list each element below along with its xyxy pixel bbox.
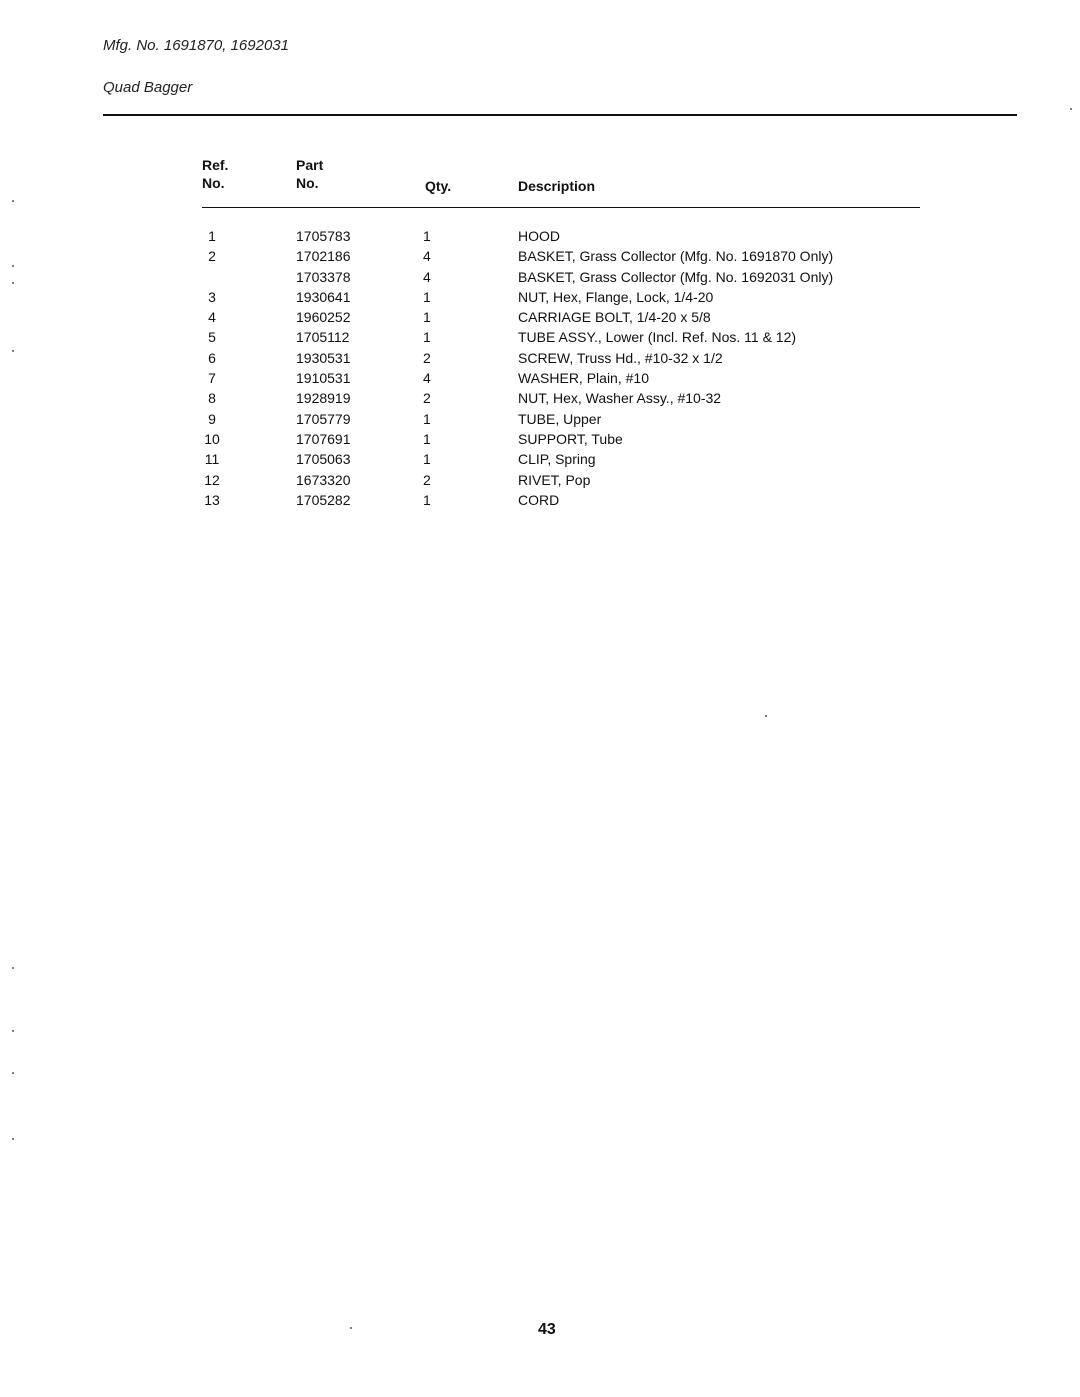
ref-number: 4 — [208, 309, 216, 326]
ref-number: 5 — [208, 329, 216, 346]
quantity: 2 — [423, 471, 431, 488]
quantity: 4 — [423, 370, 431, 387]
column-header-part — [296, 156, 323, 192]
column-header-ref — [202, 156, 228, 192]
part-number: 1930641 — [296, 288, 351, 305]
scan-speck — [12, 282, 14, 284]
description: TUBE ASSY., Lower (Incl. Ref. Nos. 11 & 12) — [518, 329, 797, 346]
description: HOOD — [518, 228, 560, 244]
ref-header-line1: Ref. — [202, 157, 229, 173]
quantity: 1 — [423, 491, 431, 508]
table-row — [0, 388, 1080, 408]
scan-speck — [12, 200, 14, 202]
column-header-qty: Qty. — [425, 178, 452, 194]
quantity: 1 — [423, 228, 431, 244]
ref-number: 12 — [204, 471, 220, 488]
quantity: 4 — [423, 268, 431, 285]
ref-number: 10 — [204, 430, 220, 447]
table-row — [0, 470, 1080, 490]
table-row — [0, 449, 1080, 469]
ref-number: 6 — [208, 349, 216, 366]
ref-header-line2: No. — [202, 175, 225, 191]
part-number: 1707691 — [296, 430, 351, 447]
description: BASKET, Grass Collector (Mfg. No. 1691870 Only) — [518, 248, 834, 265]
table-row — [0, 368, 1080, 388]
ref-number: 8 — [208, 390, 216, 407]
quantity: 2 — [423, 349, 431, 366]
parts-list — [0, 226, 1080, 510]
scan-speck — [765, 715, 767, 717]
table-row — [0, 327, 1080, 347]
description: TUBE, Upper — [518, 410, 602, 427]
scan-speck — [1070, 108, 1072, 110]
scan-speck — [12, 350, 14, 352]
quantity: 1 — [423, 410, 431, 427]
quantity: 1 — [423, 288, 431, 305]
scan-speck — [12, 1138, 14, 1140]
description: BASKET, Grass Collector (Mfg. No. 1692031 Only) — [518, 268, 834, 285]
description: SCREW, Truss Hd., #10-32 x 1/2 — [518, 349, 723, 366]
table-row — [0, 246, 1080, 266]
table-row — [0, 429, 1080, 449]
page-number: 43 — [538, 1321, 556, 1338]
part-header-line2: No. — [296, 175, 319, 191]
description: CORD — [518, 491, 560, 508]
table-row — [0, 348, 1080, 368]
column-header-description: Description — [518, 178, 596, 194]
part-number: 1703378 — [296, 268, 351, 285]
quantity: 1 — [423, 430, 431, 447]
quantity: 1 — [423, 451, 431, 468]
part-number: 1960252 — [296, 309, 351, 326]
scan-speck — [12, 1030, 14, 1032]
table-row — [0, 409, 1080, 429]
part-number: 1910531 — [296, 370, 351, 387]
quantity: 1 — [423, 309, 431, 326]
description: NUT, Hex, Flange, Lock, 1/4-20 — [518, 288, 714, 305]
ref-number: 3 — [208, 288, 216, 305]
part-number: 1705779 — [296, 410, 351, 427]
table-row — [0, 287, 1080, 307]
scan-speck — [12, 967, 14, 969]
part-number: 1673320 — [296, 471, 351, 488]
description: WASHER, Plain, #10 — [518, 370, 649, 387]
table-row — [0, 226, 1080, 246]
part-header-line1: Part — [296, 157, 324, 173]
ref-number: 7 — [208, 370, 216, 387]
table-row — [0, 490, 1080, 510]
part-number: 1702186 — [296, 248, 351, 265]
quantity: 4 — [423, 248, 431, 265]
header-rule — [103, 114, 1017, 116]
part-number: 1930531 — [296, 349, 351, 366]
table-header-rule — [202, 207, 920, 208]
product-name: Quad Bagger — [103, 79, 193, 96]
part-number: 1705112 — [296, 329, 350, 346]
ref-number: 11 — [204, 451, 220, 468]
scan-speck — [12, 1072, 14, 1074]
quantity: 2 — [423, 390, 431, 407]
quantity: 1 — [423, 329, 431, 346]
part-number: 1705282 — [296, 491, 351, 508]
description: CARRIAGE BOLT, 1/4-20 x 5/8 — [518, 309, 711, 326]
part-number: 1928919 — [296, 390, 351, 407]
description: CLIP, Spring — [518, 451, 596, 468]
ref-number: 1 — [208, 228, 216, 244]
table-row — [0, 307, 1080, 327]
part-number: 1705063 — [296, 451, 351, 468]
scan-speck — [12, 265, 14, 267]
ref-number: 13 — [204, 491, 220, 508]
description: RIVET, Pop — [518, 471, 591, 488]
scan-speck — [350, 1327, 352, 1329]
ref-number: 2 — [208, 248, 216, 265]
description: NUT, Hex, Washer Assy., #10-32 — [518, 390, 722, 407]
ref-number: 9 — [208, 410, 216, 427]
part-number: 1705783 — [296, 228, 351, 244]
manufacturer-number: Mfg. No. 1691870, 1692031 — [103, 37, 289, 54]
description: SUPPORT, Tube — [518, 430, 623, 447]
table-row — [0, 267, 1080, 287]
